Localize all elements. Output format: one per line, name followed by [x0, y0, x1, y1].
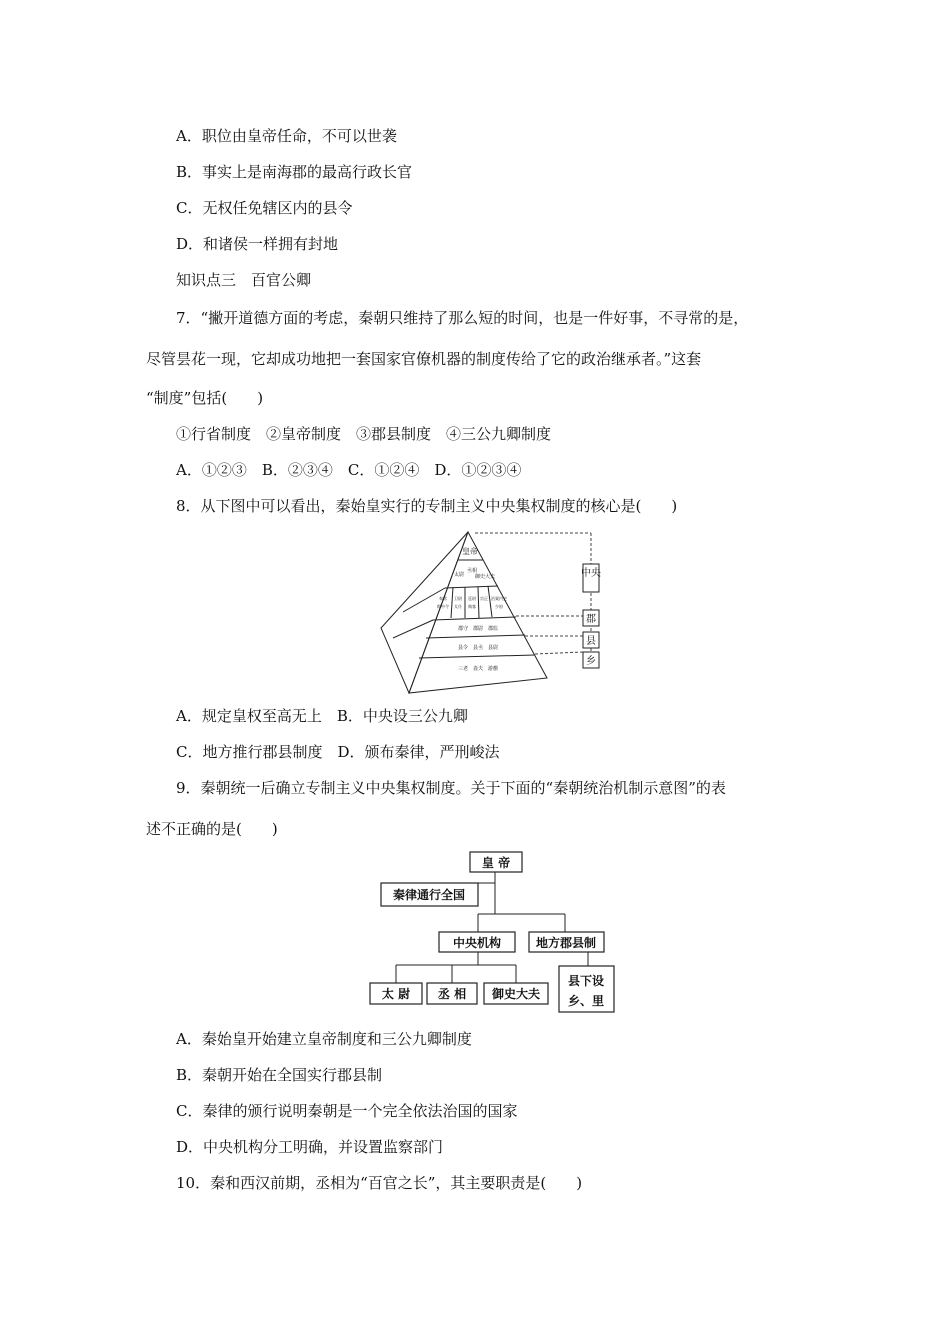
tier2-label-6: 宗正 [480, 596, 488, 601]
q6-option-d: D．和诸侯一样拥有封地 [176, 235, 339, 253]
tier5-label-2: 游徼 [487, 666, 499, 672]
q9-option-c: C．秦律的颁行说明秦朝是一个完全依法治国的国家 [176, 1102, 518, 1120]
tier2-label-1: 郎中令 [437, 604, 449, 609]
side-label-commandery: 郡 [586, 614, 596, 625]
q8-options-line-2: C．地方推行郡县制度 D．颁布秦律，严刑峻法 [176, 743, 500, 761]
q7-items: ①行省制度 ②皇帝制度 ③郡县制度 ④三公九卿制度 [176, 425, 552, 443]
tier2-label-5: 典客 [468, 604, 476, 609]
tier2-label-7: 治粟内史 [491, 596, 507, 601]
node-taiwei: 太 尉 [381, 987, 411, 1001]
node-county-line-1: 县下设 [567, 974, 605, 988]
tier4-label-2: 县尉 [487, 645, 499, 651]
tier1-label-1: 丞相 [466, 568, 478, 574]
q6-option-c: C．无权任免辖区内的县令 [176, 199, 353, 217]
q6-option-a: A．职位由皇帝任命，不可以世袭 [176, 127, 397, 145]
node-qin-law: 秦律通行全国 [392, 888, 466, 902]
pyramid-figure [375, 528, 625, 700]
tier5-label-1: 啬夫 [472, 666, 484, 672]
tier3-label-0: 郡守 [457, 626, 469, 632]
node-central-institutions: 中央机构 [452, 936, 502, 950]
side-label-township: 乡 [586, 656, 596, 667]
node-yushi-dafu: 御史大夫 [491, 987, 541, 1001]
q7-stem-line-2: 尽管昙花一现，它却成功地把一套国家官僚机器的制度传给了它的政治继承者。”这套 [146, 350, 702, 368]
tier2-label-4: 廷尉 [468, 596, 476, 601]
node-emperor: 皇 帝 [481, 856, 511, 870]
q9-option-b: B．秦朝开始在全国实行郡县制 [176, 1066, 383, 1084]
tier2-label-3: 太仆 [454, 604, 462, 609]
qin-governance-diagram [360, 848, 630, 1018]
tier1-label-0: 太尉 [453, 572, 465, 578]
tier3-label-1: 郡尉 [472, 626, 484, 632]
side-label-central: 中央 [581, 568, 601, 579]
tier3-label-2: 郡监 [487, 626, 499, 632]
node-county-line-2: 乡、里 [567, 994, 605, 1008]
q10-stem: 10．秦和西汉前期，丞相为“百官之长”，其主要职责是( ) [176, 1174, 583, 1192]
q7-stem-line-1: 7．“撇开道德方面的考虑，秦朝只维持了那么短的时间，也是一件好事，不寻常的是， [176, 309, 749, 327]
apex-label: 皇帝 [462, 547, 478, 556]
q9-stem-line-1: 9．秦朝统一后确立专制主义中央集权制度。关于下面的“秦朝统治机制示意图”的表 [176, 779, 726, 797]
q9-option-a: A．秦始皇开始建立皇帝制度和三公九卿制度 [176, 1030, 472, 1048]
q8-options-line-1: A．规定皇权至高无上 B．中央设三公九卿 [176, 707, 468, 725]
tier2-label-2: 卫尉 [454, 596, 462, 601]
q7-options: A．①②③ B．②③④ C．①②④ D．①②③④ [176, 461, 522, 479]
tier4-label-0: 县令 [457, 645, 469, 651]
section-title: 知识点三 百官公卿 [176, 271, 312, 289]
tier4-label-1: 县丞 [472, 645, 484, 651]
tier1-label-2: 御史大夫 [474, 574, 496, 580]
q9-stem-line-2: 述不正确的是( ) [146, 820, 278, 838]
q7-stem-line-3: “制度”包括( ) [146, 389, 264, 407]
side-label-county: 县 [586, 636, 596, 647]
tier5-label-0: 三老 [457, 666, 469, 672]
q8-stem: 8．从下图中可以看出，秦始皇实行的专制主义中央集权制度的核心是( ) [176, 497, 678, 515]
tier2-label-0: 奉常 [439, 596, 447, 601]
node-chengxiang: 丞 相 [437, 987, 467, 1001]
q9-option-d: D．中央机构分工明确，并设置监察部门 [176, 1138, 444, 1156]
tier2-label-8: 少府 [495, 604, 503, 609]
node-local-commandery: 地方郡县制 [535, 936, 597, 950]
q6-option-b: B．事实上是南海郡的最高行政长官 [176, 163, 413, 181]
